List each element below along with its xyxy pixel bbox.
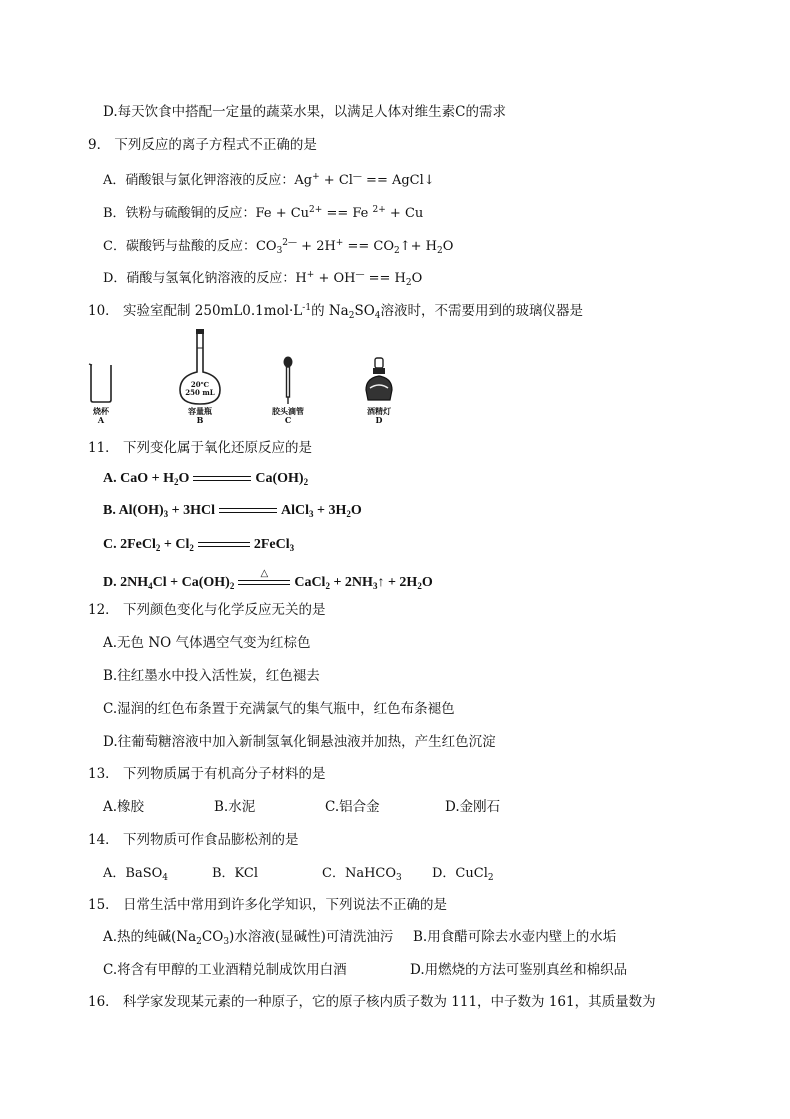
q9-stem: 9． 下列反应的离子方程式不正确的是 <box>88 137 317 153</box>
dropper-icon <box>281 356 295 406</box>
q15-option-d: D.用燃烧的方法可鉴别真丝和棉织品 <box>410 962 628 978</box>
apparatus-c-letter: C <box>284 415 292 425</box>
q13-stem: 13． 下列物质属于有机高分子材料的是 <box>88 766 326 782</box>
apparatus-d-letter: D <box>375 415 383 425</box>
q13-option-b: B.水泥 <box>214 799 256 815</box>
apparatus-a-name: 烧杯 <box>93 406 109 416</box>
q10-stem: 10． 实验室配制 $250mL0.1mol\cdot L^{-1}$的 $Na_2SO_4$溶液时，不需要用到的玻璃仪器是 <box>88 303 584 321</box>
q9-option-c: C．碳酸钙与盐酸的反应：$CO_3^{2—} + 2H^+$ == $CO_2↑+ H_2O$ <box>103 238 454 256</box>
q15-option-b: B.用食醋可除去水壶内壁上的水垢 <box>413 929 617 945</box>
q11-option-b: B. $Al(OH)_3 + 3HCl$ AlCl$_3$ + $3H_2O$ <box>103 503 362 519</box>
q15-stem: 15． 日常生活中常用到许多化学知识，下列说法不正确的是 <box>88 897 447 913</box>
q12-option-a: A.无色 NO 气体遇空气变为红棕色 <box>103 635 311 651</box>
equals-sign <box>219 506 277 516</box>
q15-option-a: A.热的纯碱$(Na_2CO_3)$水溶液(显碱性)可清洗油污 <box>103 929 394 947</box>
q11-stem: 11． 下列变化属于氧化还原反应的是 <box>88 440 312 456</box>
q14-option-c: C．NaHCO$_3$ <box>322 866 402 883</box>
q11-option-c: C. 2FeCl$_2$ + $Cl_2$ 2FeCl$_3$ <box>103 537 295 553</box>
q14-stem: 14． 下列物质可作食品膨松剂的是 <box>88 832 299 848</box>
q14-option-a: A．BaSO$_4$ <box>103 866 168 883</box>
apparatus-a-letter: A <box>97 415 105 425</box>
q12-option-d: D.往葡萄糖溶液中加入新制氢氧化铜悬浊液并加热，产生红色沉淀 <box>103 734 496 750</box>
q14-option-b: B．KCl <box>212 866 259 881</box>
apparatus-c-name: 胶头滴管 <box>272 406 304 416</box>
q15-option-c: C.将含有甲醇的工业酒精兑制成饮用白酒 <box>103 962 347 978</box>
equals-sign <box>198 540 250 550</box>
q9-option-a: A．硝酸银与氯化钾溶液的反应：Ag+ + Cl— == AgCl↓ <box>103 172 435 188</box>
apparatus-b-letter: B <box>196 415 204 425</box>
heating-equals-sign <box>238 567 290 588</box>
apparatus-b-name: 容量瓶 <box>188 406 212 416</box>
q13-option-d: D.金刚石 <box>445 799 501 815</box>
q14-option-d: D．CuCl$_2$ <box>432 866 494 883</box>
q9-option-d: D．硝酸与氢氧化钠溶液的反应：$H^+ + OH^— == H_2O$ <box>103 270 423 288</box>
heat-triangle-icon: △ <box>260 567 269 579</box>
q12-option-c: C.湿润的红色布条置于充满氯气的集气瓶中，红色布条褪色 <box>103 701 455 717</box>
alcohol-lamp-icon <box>364 356 394 402</box>
flask-label-volume: 250 mL <box>185 388 215 397</box>
q11-option-d: D. $2NH_4Cl + Ca(OH)_2$ △ CaCl$_2$ + $2NH_3↑ + 2H_2O$ <box>103 574 433 595</box>
equals-sign <box>193 474 251 484</box>
q16-stem: 16． 科学家发现某元素的一种原子，它的原子核内质子数为 111，中子数为 161，其质量数为 <box>88 994 656 1010</box>
q13-option-c: C.铝合金 <box>325 799 380 815</box>
q12-stem: 12． 下列颜色变化与化学反应无关的是 <box>88 602 326 618</box>
q11-option-a: A. CaO + $H_2O$ $Ca(OH)_2$ <box>103 471 309 487</box>
apparatus-d-name: 酒精灯 <box>367 406 391 416</box>
q13-option-a: A.橡胶 <box>103 799 145 815</box>
q12-option-b: B.往红墨水中投入活性炭，红色褪去 <box>103 668 320 684</box>
flask-label-temp: 20℃ <box>190 380 210 389</box>
beaker-icon <box>88 362 114 404</box>
q8-option-d: D.每天饮食中搭配一定量的蔬菜水果，以满足人体对维生素C的需求 <box>103 104 506 120</box>
q9-option-b: B．铁粉与硫酸铜的反应：$Fe + Cu^{2+} == Fe$ $^{2+}$ + Cu <box>103 205 424 221</box>
